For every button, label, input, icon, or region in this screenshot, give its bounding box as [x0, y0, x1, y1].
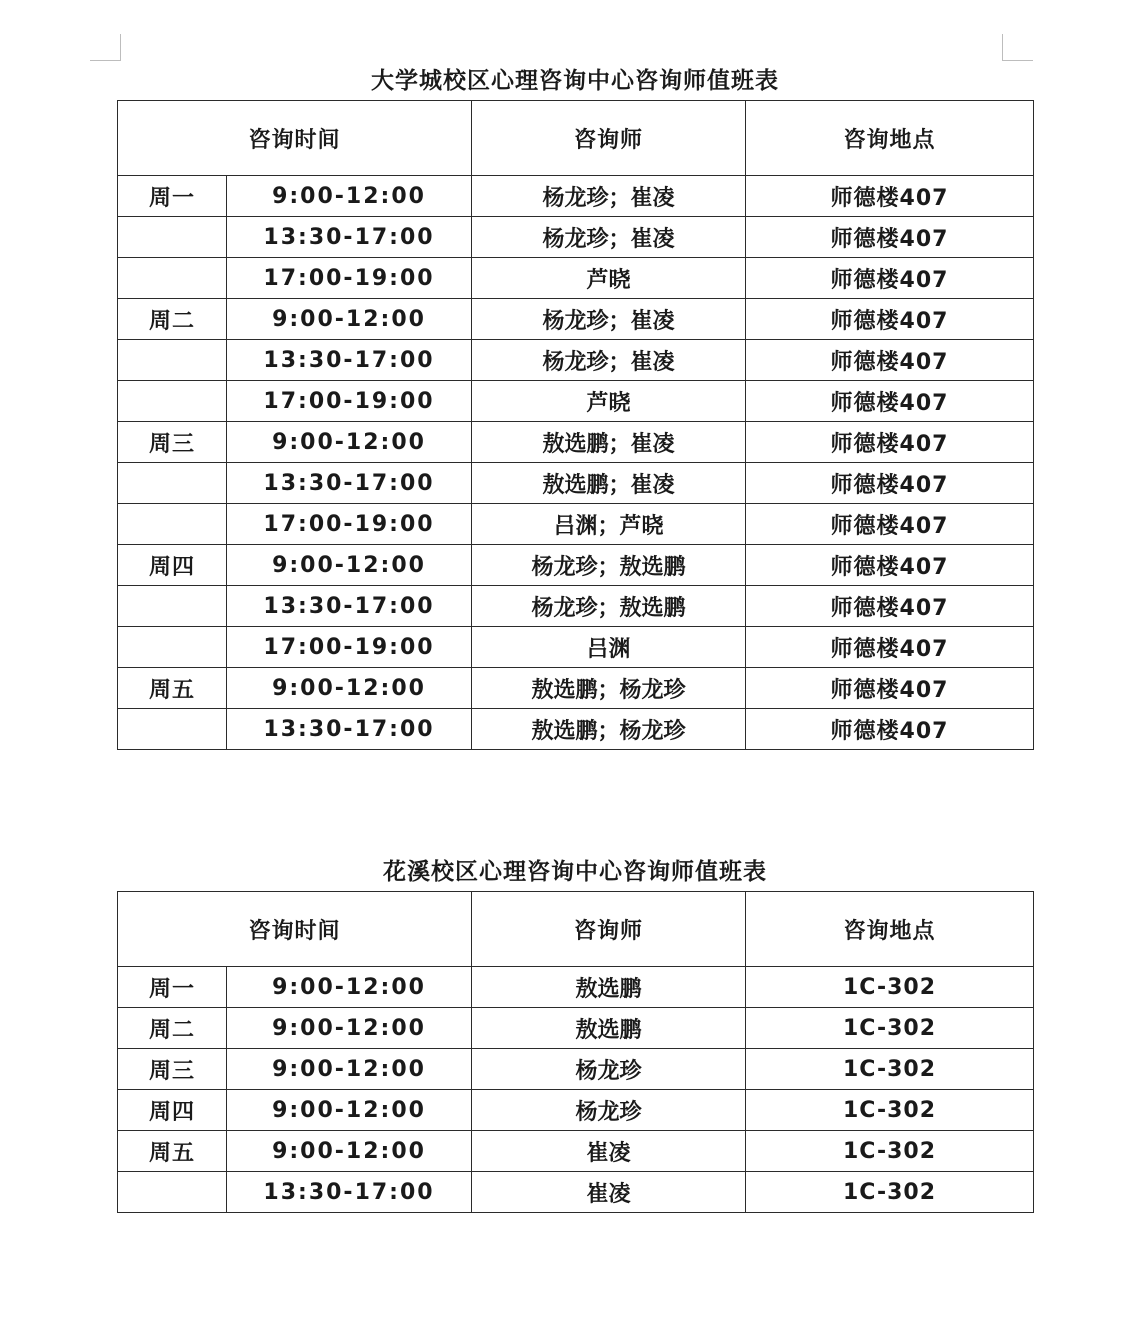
- day-cell: 周四: [118, 545, 227, 586]
- table-row: [118, 504, 1034, 545]
- day-cell: [118, 258, 227, 299]
- location-cell: 师德楼407: [746, 340, 1034, 381]
- location-cell: 1C-302: [746, 1049, 1034, 1090]
- counselor-cell: 杨龙珍: [472, 1049, 746, 1090]
- time-cell: 17:00-19:00: [227, 504, 472, 545]
- table2-schedule: [117, 891, 1034, 1213]
- counselor-cell: 芦晓: [472, 258, 746, 299]
- table-row: [118, 967, 1034, 1008]
- location-cell: 师德楼407: [746, 381, 1034, 422]
- counselor-cell: 杨龙珍；崔凌: [472, 340, 746, 381]
- time-cell: 13:30-17:00: [227, 463, 472, 504]
- day-cell: [118, 340, 227, 381]
- day-cell: [118, 217, 227, 258]
- time-cell: 9:00-12:00: [227, 422, 472, 463]
- table1-header-row: [118, 101, 1034, 176]
- location-cell: 师德楼407: [746, 709, 1034, 750]
- day-cell: 周二: [118, 299, 227, 340]
- header-location: 咨询地点: [746, 892, 1034, 967]
- table-row: [118, 627, 1034, 668]
- location-cell: 师德楼407: [746, 258, 1034, 299]
- table-row: [118, 1008, 1034, 1049]
- time-cell: 13:30-17:00: [227, 586, 472, 627]
- counselor-cell: 杨龙珍；崔凌: [472, 299, 746, 340]
- counselor-cell: 杨龙珍；敖选鹏: [472, 586, 746, 627]
- counselor-cell: 敖选鹏；崔凌: [472, 422, 746, 463]
- table-row: [118, 545, 1034, 586]
- location-cell: 1C-302: [746, 1090, 1034, 1131]
- table1-title: 大学城校区心理咨询中心咨询师值班表: [371, 68, 779, 94]
- counselor-cell: 杨龙珍: [472, 1090, 746, 1131]
- time-cell: 9:00-12:00: [227, 1008, 472, 1049]
- time-cell: 9:00-12:00: [227, 967, 472, 1008]
- counselor-cell: 敖选鹏；杨龙珍: [472, 709, 746, 750]
- table-row: [118, 709, 1034, 750]
- table-row: [118, 586, 1034, 627]
- time-cell: 17:00-19:00: [227, 381, 472, 422]
- day-cell: 周二: [118, 1008, 227, 1049]
- time-cell: 9:00-12:00: [227, 299, 472, 340]
- header-time: 咨询时间: [118, 892, 472, 967]
- time-cell: 9:00-12:00: [227, 1049, 472, 1090]
- table-row: [118, 176, 1034, 217]
- counselor-cell: 芦晓: [472, 381, 746, 422]
- location-cell: 师德楼407: [746, 504, 1034, 545]
- counselor-cell: 敖选鹏；杨龙珍: [472, 668, 746, 709]
- table-row: [118, 1090, 1034, 1131]
- time-cell: 9:00-12:00: [227, 545, 472, 586]
- table-row: [118, 340, 1034, 381]
- day-cell: [118, 586, 227, 627]
- header-counselor: 咨询师: [472, 101, 746, 176]
- table-row: [118, 1049, 1034, 1090]
- day-cell: [118, 627, 227, 668]
- time-cell: 17:00-19:00: [227, 258, 472, 299]
- time-cell: 9:00-12:00: [227, 1131, 472, 1172]
- day-cell: [118, 381, 227, 422]
- location-cell: 师德楼407: [746, 299, 1034, 340]
- counselor-cell: 杨龙珍；敖选鹏: [472, 545, 746, 586]
- page-corner-mark-top-left: [90, 34, 121, 61]
- table-row: [118, 1131, 1034, 1172]
- time-cell: 9:00-12:00: [227, 668, 472, 709]
- time-cell: 13:30-17:00: [227, 709, 472, 750]
- time-cell: 9:00-12:00: [227, 1090, 472, 1131]
- header-time: 咨询时间: [118, 101, 472, 176]
- table1-body: [118, 176, 1034, 750]
- location-cell: 师德楼407: [746, 422, 1034, 463]
- counselor-cell: 崔凌: [472, 1131, 746, 1172]
- location-cell: 师德楼407: [746, 176, 1034, 217]
- time-cell: 13:30-17:00: [227, 1172, 472, 1213]
- table1-schedule: [117, 100, 1034, 750]
- day-cell: [118, 709, 227, 750]
- location-cell: 师德楼407: [746, 586, 1034, 627]
- header-location: 咨询地点: [746, 101, 1034, 176]
- day-cell: [118, 504, 227, 545]
- day-cell: 周四: [118, 1090, 227, 1131]
- day-cell: 周三: [118, 1049, 227, 1090]
- location-cell: 1C-302: [746, 1172, 1034, 1213]
- counselor-cell: 敖选鹏；崔凌: [472, 463, 746, 504]
- table2-title: 花溪校区心理咨询中心咨询师值班表: [383, 859, 767, 885]
- table-row: [118, 258, 1034, 299]
- location-cell: 师德楼407: [746, 217, 1034, 258]
- time-cell: 13:30-17:00: [227, 340, 472, 381]
- day-cell: [118, 463, 227, 504]
- table-row: [118, 422, 1034, 463]
- location-cell: 师德楼407: [746, 668, 1034, 709]
- counselor-cell: 吕渊: [472, 627, 746, 668]
- table-row: [118, 463, 1034, 504]
- day-cell: 周一: [118, 967, 227, 1008]
- day-cell: 周五: [118, 1131, 227, 1172]
- counselor-cell: 杨龙珍；崔凌: [472, 217, 746, 258]
- page-corner-mark-top-right: [1002, 34, 1033, 61]
- table-row: [118, 381, 1034, 422]
- day-cell: 周三: [118, 422, 227, 463]
- counselor-cell: 敖选鹏: [472, 967, 746, 1008]
- day-cell: 周五: [118, 668, 227, 709]
- counselor-cell: 吕渊；芦晓: [472, 504, 746, 545]
- location-cell: 1C-302: [746, 1131, 1034, 1172]
- table2-body: [118, 967, 1034, 1213]
- day-cell: [118, 1172, 227, 1213]
- table2-header-row: [118, 892, 1034, 967]
- location-cell: 师德楼407: [746, 545, 1034, 586]
- time-cell: 17:00-19:00: [227, 627, 472, 668]
- time-cell: 9:00-12:00: [227, 176, 472, 217]
- table-row: [118, 299, 1034, 340]
- location-cell: 师德楼407: [746, 627, 1034, 668]
- location-cell: 师德楼407: [746, 463, 1034, 504]
- location-cell: 1C-302: [746, 967, 1034, 1008]
- counselor-cell: 崔凌: [472, 1172, 746, 1213]
- counselor-cell: 杨龙珍；崔凌: [472, 176, 746, 217]
- location-cell: 1C-302: [746, 1008, 1034, 1049]
- header-counselor: 咨询师: [472, 892, 746, 967]
- time-cell: 13:30-17:00: [227, 217, 472, 258]
- day-cell: 周一: [118, 176, 227, 217]
- table-row: [118, 1172, 1034, 1213]
- table-row: [118, 668, 1034, 709]
- table-row: [118, 217, 1034, 258]
- counselor-cell: 敖选鹏: [472, 1008, 746, 1049]
